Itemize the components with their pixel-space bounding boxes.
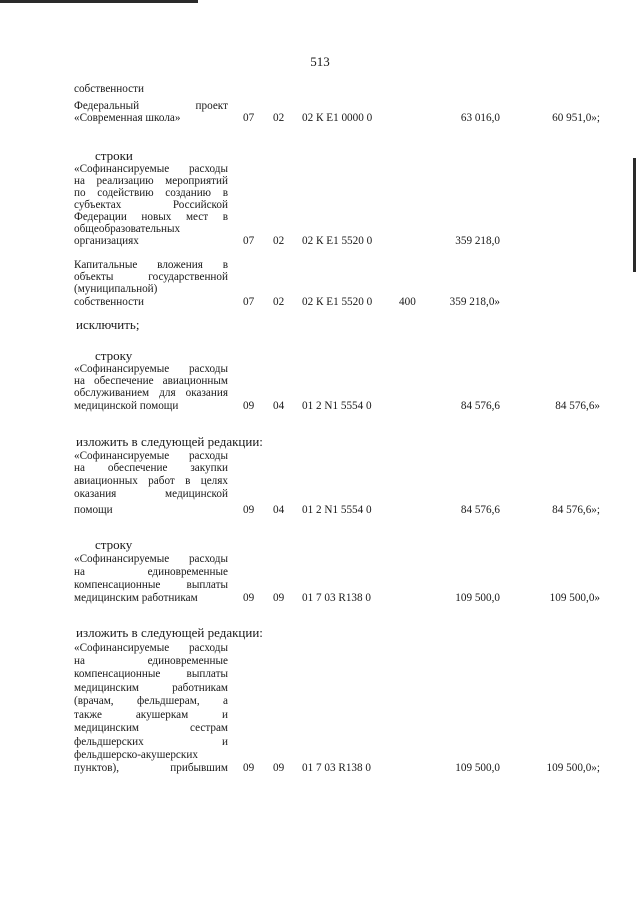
row-desc-line: объекты государственной xyxy=(74,271,228,283)
target-article-code: 02 К Е1 0000 0 xyxy=(302,112,373,124)
subsection-code: 09 xyxy=(273,592,285,604)
row-desc-line: фельдшерских и xyxy=(74,736,228,748)
row-desc-line: «Современная школа» xyxy=(74,112,181,124)
row-desc-line: на единовременные xyxy=(74,655,228,667)
amount-2: 84 576,6» xyxy=(555,400,600,412)
row-desc-line: фельдшерско-акушерских xyxy=(74,749,198,761)
amount-1: 84 576,6 xyxy=(460,400,500,412)
table-row-lead: собственности xyxy=(74,83,144,95)
amount-1: 109 500,0 xyxy=(455,592,500,604)
target-article-code: 01 7 03 R138 0 xyxy=(302,762,371,774)
amount-1: 63 016,0 xyxy=(460,112,500,124)
row-desc-line: компенсационные выплаты xyxy=(74,668,228,680)
row-desc-line: также акушеркам и xyxy=(74,709,228,721)
target-article-code: 01 2 N1 5554 0 xyxy=(302,504,372,516)
row-desc-line: оказания медицинской xyxy=(74,488,228,500)
target-article-code: 01 7 03 R138 0 xyxy=(302,592,371,604)
subsection-code: 02 xyxy=(273,296,285,308)
row-desc-line: (врачам, фельдшерам, а xyxy=(74,695,229,707)
amount-1: 359 218,0» xyxy=(449,296,500,308)
amount-2: 84 576,6»; xyxy=(552,504,600,516)
row-desc-line: организациях xyxy=(74,235,139,247)
section-code: 09 xyxy=(243,400,255,412)
section-code: 07 xyxy=(243,112,255,124)
amount-1: 84 576,6 xyxy=(460,504,500,516)
row-desc-line: на обеспечение закупки xyxy=(74,462,228,474)
row-desc-line: «Софинансируемые расходы xyxy=(74,163,228,175)
expense-type-code: 400 xyxy=(399,296,416,308)
heading-stroki: строки xyxy=(95,148,133,163)
row-desc-line: медицинским работникам xyxy=(74,592,198,604)
row-desc-line: по содействию созданию в xyxy=(74,187,228,199)
scan-margin-bar xyxy=(633,158,636,272)
subsection-code: 04 xyxy=(273,504,285,516)
amount-1: 109 500,0 xyxy=(455,762,500,774)
heading-stroku: строку xyxy=(95,537,133,552)
row-desc-line: пунктов), прибывшим xyxy=(74,762,228,774)
page-number: 513 xyxy=(310,54,330,69)
amount-2: 109 500,0»; xyxy=(546,762,600,774)
row-desc-line: на единовременные xyxy=(74,566,228,578)
section-code: 07 xyxy=(243,235,255,247)
heading-stroku: строку xyxy=(95,348,133,363)
row-desc-line: «Софинансируемые расходы xyxy=(74,450,228,462)
subsection-code: 02 xyxy=(273,112,285,124)
row-desc-line: медицинским работникам xyxy=(74,682,228,694)
row-desc-line: Федерации новых мест в xyxy=(74,211,228,223)
target-article-code: 02 К Е1 5520 0 xyxy=(302,296,373,308)
instruction-exclude: исключить; xyxy=(76,317,140,332)
row-desc-line: (муниципальной) xyxy=(74,283,158,295)
instruction-edit: изложить в следующей редакции: xyxy=(76,625,263,640)
target-article-code: 01 2 N1 5554 0 xyxy=(302,400,372,412)
row-desc-line: медицинской помощи xyxy=(74,400,179,412)
row-desc-line: «Софинансируемые расходы xyxy=(74,642,228,654)
row-desc-line: авиационных работ в целях xyxy=(74,475,228,487)
amount-2: 109 500,0» xyxy=(549,592,600,604)
subsection-code: 04 xyxy=(273,400,285,412)
row-desc-line: обслуживанием для оказания xyxy=(74,387,228,399)
row-desc-line: собственности xyxy=(74,296,144,308)
row-desc-line: субъектах Российской xyxy=(74,199,228,211)
subsection-code: 02 xyxy=(273,235,285,247)
scan-top-bar xyxy=(0,0,198,3)
section-code: 09 xyxy=(243,592,255,604)
row-desc-line: Капитальные вложения в xyxy=(74,259,228,271)
section-code: 09 xyxy=(243,504,255,516)
row-desc-line: на обеспечение авиационным xyxy=(74,375,228,387)
section-code: 09 xyxy=(243,762,255,774)
subsection-code: 09 xyxy=(273,762,285,774)
amount-1: 359 218,0 xyxy=(455,235,500,247)
row-desc-line: на реализацию мероприятий xyxy=(74,175,228,187)
row-desc-line: «Софинансируемые расходы xyxy=(74,553,228,565)
row-desc-line: медицинским сестрам xyxy=(74,722,228,734)
row-desc-line: компенсационные выплаты xyxy=(74,579,228,591)
row-desc-line: Федеральный проект xyxy=(74,100,228,112)
row-desc-line: общеобразовательных xyxy=(74,223,181,235)
row-desc-line: «Софинансируемые расходы xyxy=(74,363,228,375)
instruction-edit: изложить в следующей редакции: xyxy=(76,434,263,449)
section-code: 07 xyxy=(243,296,255,308)
target-article-code: 02 К Е1 5520 0 xyxy=(302,235,373,247)
amount-2: 60 951,0»; xyxy=(552,112,600,124)
row-desc-line: помощи xyxy=(74,504,113,516)
